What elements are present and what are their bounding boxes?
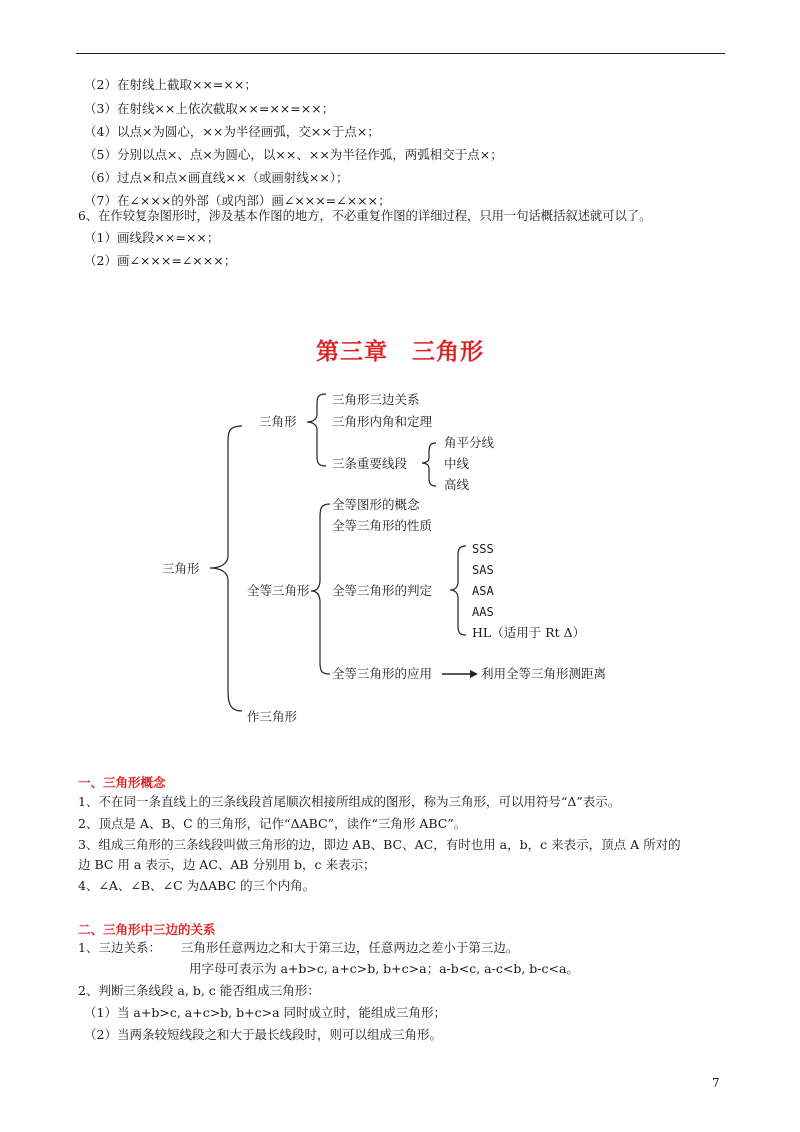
diagram-b1-item-3: 三条重要线段 [332, 456, 408, 471]
branch1-brace [307, 394, 326, 466]
section1-line-2: 2、顶点是 A、B、C 的三角形，记作“ΔABC”，读作“三角形 ABC”。 [78, 816, 467, 831]
diagram-b2-sub-2: SAS [472, 563, 494, 577]
step-line-5: （5）分别以点×、点×为圆心，以××、××为半径作弧，两弧相交于点×； [84, 147, 503, 162]
diagram-root: 三角形 [162, 561, 200, 576]
sub-line-2: （2）画∠×××=∠×××； [84, 253, 237, 268]
branch2-brace [311, 504, 330, 674]
diagram-branch-construct: 作三角形 [247, 709, 298, 724]
section2-line-1: 1、三边关系： 三角形任意两边之和大于第三边，任意两边之差小于第三边。 [78, 940, 519, 955]
step-line-2: （2）在射线上截取××=××； [84, 77, 257, 92]
diagram-arrow-target: 利用全等三角形测距离 [481, 666, 607, 681]
section2-heading: 二、三角形中三边的关系 [78, 922, 216, 937]
step-line-6: （6）过点×和点×画直线××（或画射线××）； [84, 170, 349, 185]
diagram-b2-item-2: 全等三角形的性质 [332, 518, 433, 533]
section2-line-4: （1）当 a+b>c, a+c>b, b+c>a 同时成立时，能组成三角形； [84, 1005, 447, 1020]
section1-line-3: 3、组成三角形的三条线段叫做三角形的边，即边 AB、BC、AC，有时也用 a，b，c 来表示，顶点 A 所对的 [78, 837, 681, 852]
section1-line-5: 4、∠A、∠B、∠C 为ΔABC 的三个内角。 [78, 878, 316, 893]
root-brace [210, 426, 242, 711]
diagram-b2-sub-4: AAS [472, 605, 494, 619]
section2-line-5: （2）当两条较短线段之和大于最长线段时，则可以组成三角形。 [84, 1027, 442, 1042]
section1-line-4: 边 BC 用 a 表示，边 AC、AB 分别用 b，c 来表示； [78, 857, 376, 872]
diagram-b2-item-1: 全等图形的概念 [332, 497, 420, 512]
diagram-b1-item-2: 三角形内角和定理 [332, 414, 433, 429]
diagram-b2-item-4: 全等三角形的应用 [332, 666, 433, 681]
lines-brace [422, 443, 436, 486]
step-line-3: （3）在射线××上依次截取××=××=××； [84, 101, 335, 116]
sub-line-1: （1）画线段××=××； [84, 230, 220, 245]
diagram-b2-sub-3: ASA [472, 584, 494, 598]
chapter-name: 三角形 [412, 339, 484, 365]
section1-line-1: 1、不在同一条直线上的三条线段首尾顺次相接所组成的图形，称为三角形，可以用符号“Δ”表示。 [78, 794, 621, 809]
section2-line-3: 2、判断三条线段 a, b, c 能否组成三角形： [78, 983, 320, 998]
diagram-b1-sub-2: 中线 [444, 456, 470, 471]
diagram-b1-item-1: 三角形三边关系 [332, 392, 420, 407]
arrow-head [470, 670, 478, 678]
chapter-number: 第三章 [316, 339, 388, 365]
judgement-brace [450, 546, 466, 635]
note-line-6: 6、在作较复杂图形时，涉及基本作图的地方，不必重复作图的详细过程，只用一句话概括叙述就可以了。 [78, 209, 652, 223]
page-number: 7 [712, 1076, 720, 1090]
diagram-b2-sub-5: HL（适用于 Rt Δ） [472, 625, 586, 640]
step-line-7: （7）在∠×××的外部（或内部）画∠×××=∠×××； [84, 193, 391, 208]
diagram-b2-item-3: 全等三角形的判定 [332, 583, 433, 598]
diagram-branch-triangle: 三角形 [259, 414, 297, 429]
diagram-b1-sub-1: 角平分线 [444, 435, 495, 450]
diagram-branch-congruent: 全等三角形 [247, 583, 310, 598]
step-line-4: （4）以点×为圆心，××为半径画弧，交××于点×； [84, 124, 380, 139]
section2-line-2: 用字母可表示为 a+b>c, a+c>b, b+c>a；a-b<c, a-c<b, b-c<a。 [189, 961, 579, 976]
diagram-b2-sub-1: SSS [472, 542, 494, 556]
diagram-b1-sub-3: 高线 [444, 477, 470, 492]
section1-heading: 一、三角形概念 [78, 775, 166, 790]
